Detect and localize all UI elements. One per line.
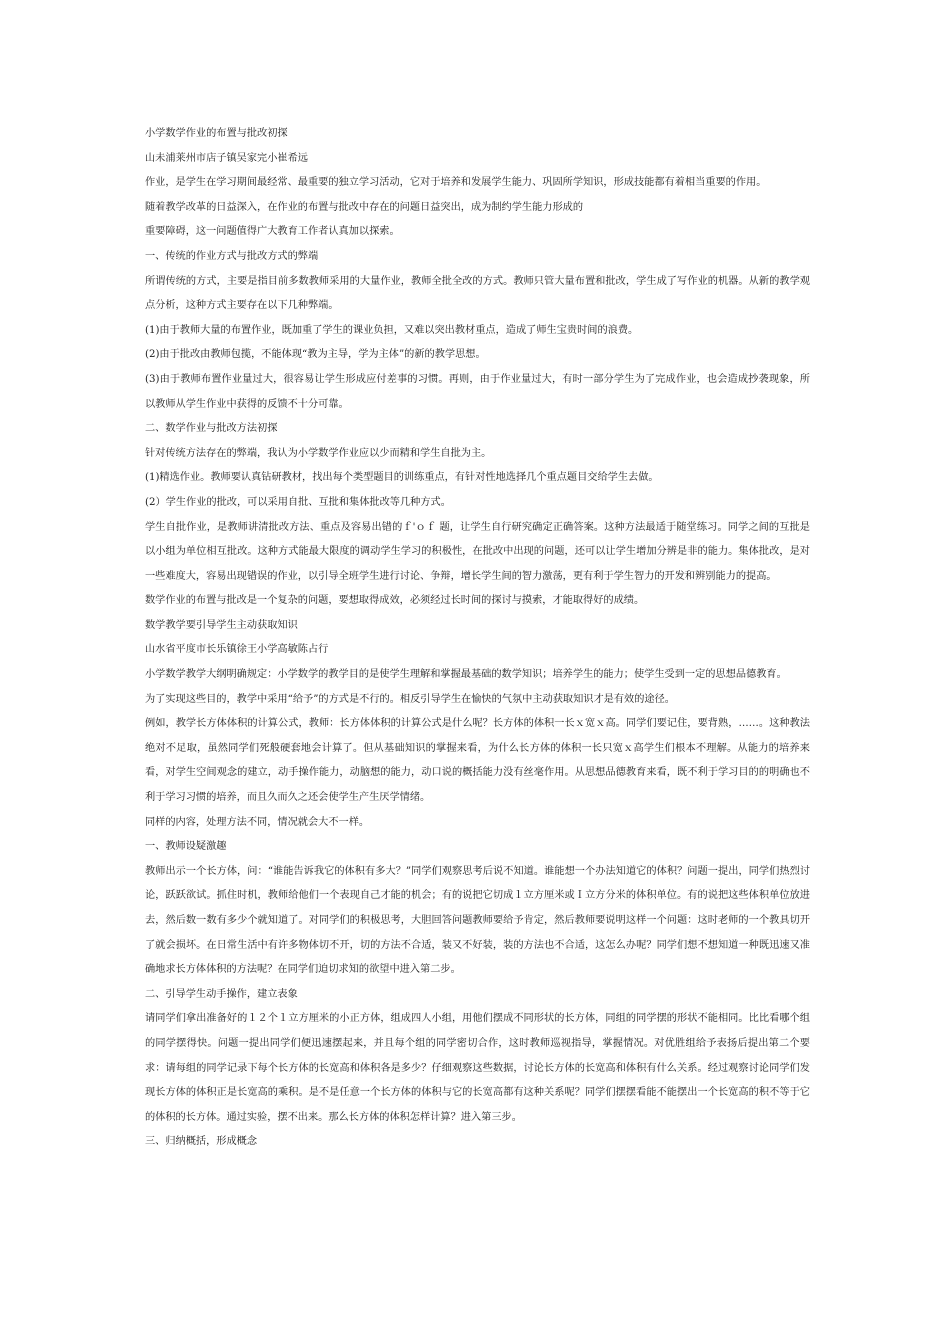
paragraph: (2）学生作业的批改，可以采用自批、互批和集体批改等几种方式。	[145, 496, 451, 508]
paragraph: 为了实现这些目的，教学中采用“给予”的方式是不行的。相反引导学生在愉快的气氛中主动获取知识才是有效的途径。	[145, 693, 675, 705]
paragraph: 重要障碍，这一问题值得广大教育工作者认真加以探索。	[145, 226, 400, 238]
paragraph: 数学作业的布置与批改是一个复杂的问题，要想取得成效，必须经过长时间的探讨与摸索，才能取得好的成绩。	[145, 595, 645, 607]
section-heading: 三、归纳概括，形成概念	[145, 1136, 258, 1148]
article-title: 小学数学作业的布置与批改初探	[145, 128, 288, 139]
article-title: 数学教学要引导学生主动获取知识	[145, 619, 298, 631]
paragraph: 所谓传统的方式，主要是指目前多数教师采用的大量作业，教师全批全改的方式。教师只管大量布置和批改，学生成了写作业的机器。从新的教学观点分析，这种方式主要存在以下几种弊端。	[145, 275, 810, 312]
section-heading: 一、传统的作业方式与批改方式的弊端	[145, 250, 319, 262]
paragraph: 学生自批作业，是教师讲清批改方法、重点及容易出错的ｆ'ｏｆ 题，让学生自行研究确定正确答案。这种方法最适于随堂练习。同学之间的互批是以小组为单位相互批改。这种方式能最大限度的调动学生学习的积极性，在批改中出现的问题，还可以让学生增加分辨是非的能力。集体批改，是对一些难度大，容易出现错误的作业，以引导全班学生进行讨论、争辩，增长学生间的智力激荡，更有利于学生智力的开发和辨别能力的提高。	[145, 521, 810, 582]
section-heading: 一、教师设疑激趣	[145, 841, 227, 853]
section-heading: 二、数学作业与批改方法初探	[145, 423, 278, 435]
paragraph: (1)精选作业。教师要认真钻研教材，找出每个类型题目的训练重点，有针对性地选择几个重点题目交给学生去做。	[145, 472, 659, 484]
document-page	[145, 122, 810, 1155]
paragraph: 教师出示一个长方体，问：“谁能告诉我它的体积有多大？”同学们观察思考后说不知道。谁能想一个办法知道它的体积？问题一提出，同学们热烈讨论，跃跃欲试。抓住时机，教师给他们一个表现自己才能的机会；有的说把它切成１立方厘米或Ｉ立方分米的体积单位。有的说把这些体积单位放进去，然后数一数有多少个就知道了。对同学们的积极思考，大胆回答问题教师要给予肯定，然后教师要说明这样一个问题：这时老师的一个教具切开了就会损坏。在日常生活中有许多物体切不开，切的方法不合适，装又不好装，装的方法也不合适，这怎么办呢？同学们想不想知道一种既迅速又准确地求长方体体积的方法呢？在同学们迫切求知的欲望中进入第二步。	[145, 865, 810, 976]
paragraph: 随着教学改革的日益深入，在作业的布置与批改中存在的问题日益突出，成为制约学生能力形成的	[145, 201, 584, 213]
paragraph: 针对传统方法存在的弊端，我认为小学数学作业应以少而精和学生自批为主。	[145, 447, 492, 459]
paragraph: 例如，教学长方体体积的计算公式，教师：长方体体积的计算公式是什么呢？长方体的体积一长ｘ宽ｘ高。同学们要记住，要背熟，……。这种教法绝对不足取，虽然同学们死般硬套地会计算了。但从基础知识的掌握来看，为什么长方体的体积一长只宽ｘ高学生们根本不理解。从能力的培养来看，对学生空间观念的建立，动手操作能力，动脑想的能力，动口说的概括能力没有丝毫作用。从思想品德教育来看，既不利于学习目的的明确也不利于学习习惯的培养，而且久而久之还会使学生产生厌学情绪。	[145, 718, 810, 804]
section-heading: 二、引导学生动手操作，建立表象	[145, 988, 298, 1000]
paragraph: 小学数学教学大纲明确规定：小学数学的教学目的是使学生理解和掌握最基础的数学知识；培养学生的能力；使学生受到一定的思想品德教育。	[145, 669, 787, 681]
paragraph: (3)由于教师布置作业量过大，很容易让学生形成应付差事的习惯。再则，由于作业量过大，有时一部分学生为了完成作业，也会造成抄袭现象，所以教师从学生作业中获得的反馈不十分可靠。	[145, 373, 810, 410]
paragraph: (1)由于教师大量的布置作业，既加重了学生的课业负担，又难以突出教材重点，造成了师生宝贵时间的浪费。	[145, 324, 639, 336]
paragraph: 同样的内容，处理方法不同，情况就会大不一样。	[145, 816, 370, 828]
article-author: 山未浦莱州市店子镇吴家完小崔希远	[145, 152, 308, 164]
paragraph: (2)由于批改由教师包揽，不能体现“教为主导，学为主体”的新的教学思想。	[145, 349, 486, 361]
paragraph: 作业，是学生在学习期间最经常、最重要的独立学习活动，它对于培养和发展学生能力、巩固所学知识，形成技能都有着相当重要的作用。	[145, 177, 767, 189]
paragraph: 请同学们拿出准备好的１２个１立方厘米的小正方体，组成四人小组，用他们摆成不同形状的长方体，同组的同学摆的形状不能相同。比比看哪个组的同学摆得快。问题一提出同学们便迅速摆起来，并且每个组的同学密切合作，这时教师巡视指导，掌握情况。对优胜组给予表扬后提出第二个要求：请每组的同学记录下每个长方体的长宽高和体积各是多少？仔细观察这些数据，讨论长方体的长宽高和体积有什么关系。经过观察讨论同学们发现长方体的体积正是长宽高的乘积。是不是任意一个长方体的体积与它的长宽高都有这种关系呢？同学们摆摆看能不能摆出一个长宽高的积不等于它的体积的长方体。通过实验，摆不出来。那么长方体的体积怎样计算？进入第三步。	[145, 1013, 810, 1123]
article-author: 山水省平度市长乐镇徐王小学高敏陈占行	[145, 644, 329, 656]
